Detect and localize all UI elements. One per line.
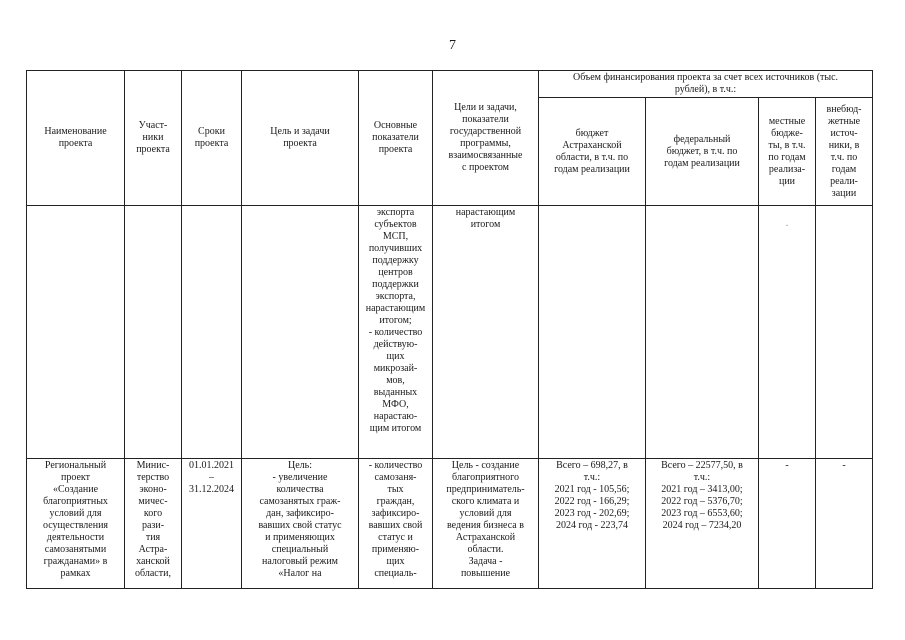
cell-participants: Минис- терство эконо- мичес- кого рази- тия Астра- ханской области,: [125, 459, 182, 589]
header-federal-budget: федеральный бюджет, в т.ч. по годам реализации: [646, 98, 759, 206]
page-number: 7: [449, 38, 456, 53]
table-row-continued: [27, 206, 873, 459]
cell-goals: Цель: - увеличение количества самозанятых граж- дан, зафиксиро- вавших свой статус и применяющих специальный налоговый режим «Налог на: [242, 459, 359, 589]
cell-name: [27, 206, 125, 459]
table-header-row: [27, 71, 873, 98]
cell-federal-budget: Всего – 22577,50, в т.ч.: 2021 год – 3413,00; 2022 год – 5376,70; 2023 год – 6553,60; 2024 год – 7234,20: [646, 459, 759, 589]
header-funding-group: Объем финансирования проекта за счет всех источников (тыс. рублей), в т.ч.:: [539, 71, 873, 98]
cell-extra-budget: [816, 206, 873, 459]
header-goals: Цель и задачи проекта: [242, 71, 359, 206]
header-indicators: Основные показатели проекта: [359, 71, 433, 206]
header-terms: Сроки проекта: [182, 71, 242, 206]
cell-regional-budget: [539, 206, 646, 459]
cell-program-goals: нарастающим итогом: [433, 206, 539, 459]
cell-participants: [125, 206, 182, 459]
cell-indicators: экспорта субъектов МСП, получивших поддержку центров поддержки экспорта, нарастающим итогом; - количество действую- щих микрозай- мов, выданных МФО, нарастаю- щим итогом: [359, 206, 433, 459]
cell-goals: [242, 206, 359, 459]
cell-regional-budget: Всего – 698,27, в т.ч.: 2021 год - 105,56; 2022 год - 166,29; 2023 год - 202,69; 2024 год - 223,74: [539, 459, 646, 589]
cell-local-budgets: ·: [759, 206, 816, 459]
cell-indicators: - количество самозаня- тых граждан, зафиксиро- вавших свой статус и применяю- щих специаль-: [359, 459, 433, 589]
cell-extra-budget: -: [816, 459, 873, 589]
cell-terms: [182, 206, 242, 459]
cell-name: Региональный проект «Создание благоприятных условий для осуществления деятельности самозанятыми гражданами» в рамках: [27, 459, 125, 589]
header-participants: Участ- ники проекта: [125, 71, 182, 206]
header-regional-budget: бюджет Астраханской области, в т.ч. по годам реализации: [539, 98, 646, 206]
table-row-regional-project: [27, 459, 873, 589]
header-local-budgets: местные бюдже- ты, в т.ч. по годам реализа- ции: [759, 98, 816, 206]
cell-federal-budget: [646, 206, 759, 459]
header-extra-budget: внебюд- жетные источ- ники, в т.ч. по годам реали- зации: [816, 98, 873, 206]
projects-table: [26, 70, 873, 589]
cell-local-budgets: -: [759, 459, 816, 589]
header-name: Наименование проекта: [27, 71, 125, 206]
header-program-goals: Цели и задачи, показатели государственной программы, взаимосвязанные с проектом: [433, 71, 539, 206]
cell-program-goals: Цель - создание благоприятного предприниматель- ского климата и условий для ведения бизнеса в Астраханской области. Задача - повышение: [433, 459, 539, 589]
cell-terms: 01.01.2021 – 31.12.2024: [182, 459, 242, 589]
